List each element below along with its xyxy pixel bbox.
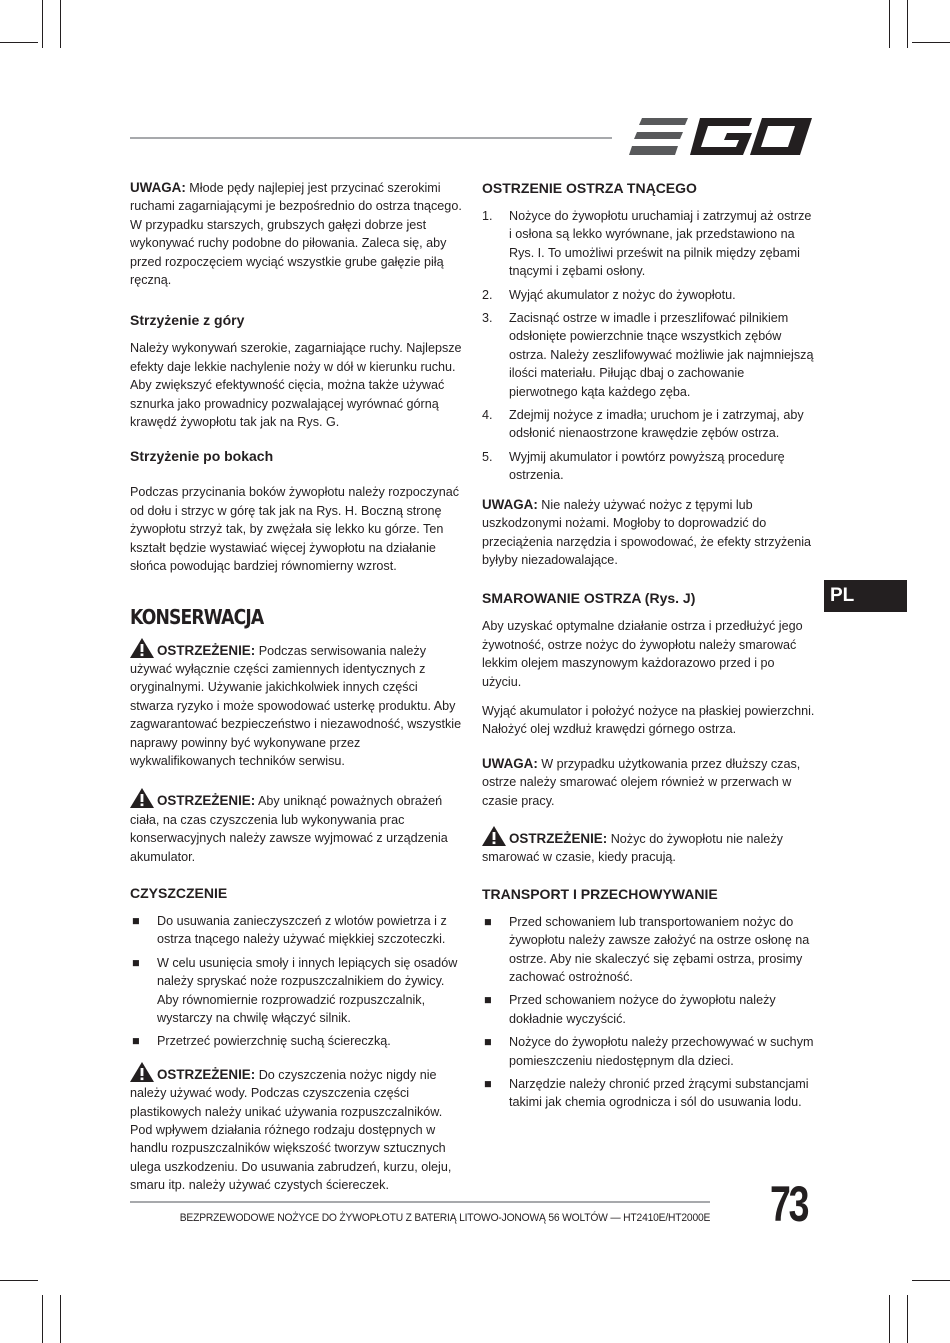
list-item: ■ Przed schowaniem lub transportowaniem nożyc do żywopłotu należy zawsze założyć na ostrze osłonę na ostrze. Aby nie skaleczyć się zębami ostrza, prosimy zachować ostrożność. xyxy=(484,914,810,984)
crop-mark xyxy=(60,0,61,48)
crop-mark xyxy=(42,1295,43,1343)
warning-icon xyxy=(130,638,154,658)
crop-mark xyxy=(42,0,43,48)
warning-icon xyxy=(482,826,506,846)
transport-list xyxy=(482,913,816,1112)
crop-mark xyxy=(60,1295,61,1343)
crop-mark xyxy=(912,1280,950,1281)
note-paragraph xyxy=(130,179,463,289)
section-heading: SMAROWANIE OSTRZA (Rys. J) xyxy=(482,590,696,607)
body-paragraph: Należy wykonywań szerokie, zagarniające ruchy. Najlepsze efekty daje lekkie nachylenie noży w dół w kierunku ruchu. Aby zwiększyć efektywność cięcia, można także używać sznurka jako prowadnicy pozwalającej wyrównać górną krawędź żywopłotu tak jak na Rys. G. xyxy=(130,341,462,430)
bullet-icon: ■ xyxy=(132,955,140,970)
crop-mark xyxy=(907,1295,908,1343)
warning-label: OSTRZEŻENIE: xyxy=(157,793,256,809)
footer-rule xyxy=(130,1201,710,1203)
warning-icon xyxy=(130,788,154,808)
body-paragraph: Aby uzyskać optymalne działanie ostrza i przedłużyć jego żywotność, ostrze nożyc do żywopłotu należy smarować lekkim olejem maszynowym każdorazowo przed i po użyciu. xyxy=(482,619,803,689)
warning-text: Do czyszczenia nożyc nigdy nie należy używać wody. Podczas czyszczenia części plastikowych należy unikać używania rozpuszczalników. Pod wpływem działania różnego rodzaju dostępnych w handlu rozpuszczalników większość tworzyw sztucznych ulega uszkodzeniu. Do usuwania zabrudzeń, kurzu, oleju, smaru itp. należy używać czystych ściereczek. xyxy=(130,1067,452,1193)
list-item: ■ Do usuwania zanieczyszczeń z wlotów powietrza i z ostrza tnącego należy używać miękkiej szczoteczki. xyxy=(132,913,447,947)
list-item: ■ Przed schowaniem nożyce do żywopłotu należy dokładnie wyczyścić. xyxy=(484,993,776,1026)
list-item: ■ W celu usunięcia smoły i innych lepiących się osadów należy spryskać noże rozpuszczalnikiem do żywicy. Aby równomiernie rozprowadzić rozpuszczalnik, wystarczy na chwilę włączyć silnik. xyxy=(132,955,458,1025)
crop-mark xyxy=(907,0,908,48)
bullet-icon: ■ xyxy=(484,1077,492,1092)
list-item: 1. Nożyce do żywopłotu uruchamiaj i zatrzymuj aż ostrze i osłona są lekko wyrównane, jak przedstawiono na Rys. I. To umożliwi prześwit na pilnik między zębami tnącymi i zębami osłony. xyxy=(482,209,812,279)
warning-paragraph xyxy=(130,638,463,771)
crop-mark xyxy=(912,42,950,43)
warning-paragraph xyxy=(130,788,463,866)
crop-mark xyxy=(0,42,38,43)
body-paragraph: Podczas przycinania boków żywopłotu należy rozpoczynać od dołu i strzyc w górę tak jak na Rys. H. Boczną stronę żywopłotu strzyż tak, by zwężała się lekko ku górze. Ten kształt będzie wystawiać więcej żywopłotu na działanie słońca powodując bardziej równomierny wzrost. xyxy=(130,485,460,574)
body-paragraph: Wyjąć akumulator i położyć nożyce na płaskiej powierzchni. Nałożyć olej wzdłuż krawędzi górnego ostrza. xyxy=(482,703,815,737)
list-item: 5. Wyjmij akumulator i powtórz powyższą procedurę ostrzenia. xyxy=(482,449,785,483)
note-label: UWAGA: xyxy=(482,755,538,771)
crop-mark xyxy=(889,1295,890,1343)
cleaning-list xyxy=(130,912,463,1051)
list-item: ■ Nożyce do żywopłotu należy przechowywać w suchym pomieszczeniu niedostępnym dla dzieci. xyxy=(484,1035,814,1068)
section-heading: CZYSZCZENIE xyxy=(130,884,228,901)
warning-text: Nożyc do żywopłotu nie należy smarować w czasie, kiedy pracują. xyxy=(482,831,783,865)
bullet-icon: ■ xyxy=(484,993,492,1008)
section-heading: OSTRZENIE OSTRZA TNĄCEGO xyxy=(482,180,697,196)
section-heading: Strzyżenie po bokach xyxy=(130,448,274,465)
note-label: UWAGA: xyxy=(482,496,538,512)
section-heading: Strzyżenie z góry xyxy=(130,312,245,329)
note-text: Młode pędy najlepiej jest przycinać szerokimi ruchami zagarniającymi je bezpośrednio do ostrza tnącego. W przypadku starszych, grubszych gałęzi dobrze jest wykonywać ruchy podobne do piłowania. Zaleca się, aby przed rozpoczęciem wyciąć wszystkie grube gałęzie piłą ręczną. xyxy=(130,181,462,288)
warning-text: Aby uniknąć poważnych obrażeń ciała, na czas czyszczenia lub wykonywania prac konserwacyjnych należy zawsze wyjmować z urządzenia akumulator. xyxy=(130,794,448,864)
warning-paragraph xyxy=(482,826,816,867)
list-item: 4. Zdejmij nożyce z imadła; uruchom je i zatrzymaj, aby odsłonić nienaostrzone krawędzie zębów ostrza. xyxy=(482,408,804,441)
note-text: Nie należy używać nożyc z tępymi lub uszkodzonymi nożami. Mogłoby to doprowadzić do przeciążenia narzędzia i spowodować, że efekty strzyżenia byłyby niezadowalające. xyxy=(482,497,811,567)
page-number: 73 xyxy=(770,1176,808,1232)
warning-paragraph xyxy=(130,1062,463,1195)
warning-label: OSTRZEŻENIE: xyxy=(157,1066,256,1082)
crop-mark xyxy=(0,1280,38,1281)
list-item: ■ Narzędzie należy chronić przed żrącymi substancjami takimi jak chemia ogrodnicza i sól do usuwania lodu. xyxy=(484,1077,809,1110)
header-rule xyxy=(130,137,612,139)
language-tab: PL xyxy=(824,580,907,612)
note-text: W przypadku użytkowania przez dłuższy czas, ostrze należy smarować olejem również w przerwach w czasie pracy. xyxy=(482,756,801,808)
warning-icon xyxy=(130,1062,154,1082)
warning-label: OSTRZEŻENIE: xyxy=(157,642,256,658)
note-paragraph xyxy=(482,496,816,570)
list-item: 3. Zacisnąć ostrze w imadle i przeszlifować pilnikiem odsłonięte powierzchnie tnące wszystkich zębów ostrza. Należy zeszlifowywać możliwie jak najmniejszą ilości materiału. Piłując dbaj o zachowanie pierwotnego kąta każdego zęba. xyxy=(482,311,814,399)
footer-text: BEZPRZEWODOWE NOŻYCE DO ŻYWOPŁOTU Z BATERIĄ LITOWO-JONOWĄ 56 WOLTÓW — HT2410E/HT2000E xyxy=(179,1212,711,1224)
bullet-icon: ■ xyxy=(484,914,492,929)
bullet-icon: ■ xyxy=(484,1035,492,1050)
right-column xyxy=(482,179,816,1123)
bullet-icon: ■ xyxy=(132,1034,140,1049)
section-heading: TRANSPORT I PRZECHOWYWANIE xyxy=(482,885,718,902)
sharpening-steps xyxy=(482,207,816,485)
note-paragraph xyxy=(482,755,816,810)
crop-mark xyxy=(889,0,890,48)
list-item: ■ Przetrzeć powierzchnię suchą ściereczką. xyxy=(130,1032,463,1050)
warning-label: OSTRZEŻENIE: xyxy=(509,830,608,846)
warning-text: Podczas serwisowania należy używać wyłącznie części zamiennych identycznych z oryginalnymi. Używanie jakichkolwiek innych części stwarza ryzyko i może spowodować usterkę produktu. Aby zagwarantować bezpieczeństwo i niezawodność, wszystkie naprawy powinny być wykonywane przez wykwalifikowanych techników serwisu. xyxy=(130,643,462,768)
bullet-icon: ■ xyxy=(132,913,140,928)
note-label: UWAGA: xyxy=(130,180,186,195)
section-title: KONSERWACJA xyxy=(130,604,264,629)
list-item: 2. Wyjąć akumulator z nożyc do żywopłotu. xyxy=(482,287,736,302)
left-column xyxy=(130,179,463,1206)
ego-logo xyxy=(628,116,814,158)
